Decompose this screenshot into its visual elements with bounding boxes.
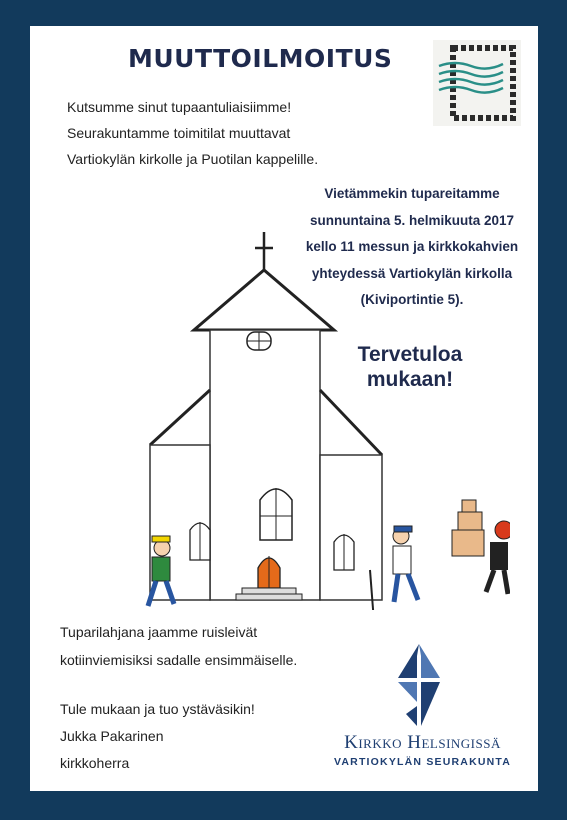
- welcome-line: mukaan!: [366, 368, 454, 391]
- closing-text: [60, 696, 255, 777]
- org-name: Kirkko Helsingissä: [344, 732, 501, 753]
- event-line: kello 11 messun ja kirkkokahvien: [305, 239, 519, 254]
- gift-line: Tuparilahjana jaamme ruisleivät: [60, 624, 258, 640]
- cross-logo-icon: [396, 644, 442, 726]
- postage-stamp-icon: [433, 40, 521, 126]
- signature-name: Jukka Pakarinen: [60, 728, 164, 744]
- event-line: Vietämmekin tupareitamme: [324, 186, 500, 201]
- event-line: (Kiviportintie 5).: [360, 292, 464, 307]
- gift-line: kotiinviemisiksi sadalle ensimmäiselle.: [60, 652, 298, 668]
- intro-text: [67, 94, 318, 172]
- poster-title: MUUTTOILMOITUS: [128, 44, 393, 73]
- welcome-line: Tervetuloa: [357, 343, 463, 366]
- event-line: yhteydessä Vartiokylän kirkolla: [311, 265, 513, 281]
- closing-line: Tule mukaan ja tuo ystäväsikin!: [60, 701, 255, 717]
- intro-line: Seurakuntamme toimitilat muuttavat: [67, 125, 291, 141]
- intro-line: Kutsumme sinut tupaantuliaisiimme!: [67, 99, 292, 115]
- poster-card: [30, 26, 538, 791]
- signature-title: kirkkoherra: [60, 755, 130, 771]
- org-unit: VARTIOKYLÄN SEURAKUNTA: [333, 756, 512, 768]
- event-line: sunnuntaina 5. helmikuuta 2017: [309, 212, 515, 228]
- gift-text: [60, 618, 297, 674]
- church-illustration: [100, 230, 510, 610]
- intro-line: Vartiokylän kirkolle ja Puotilan kappelille.: [67, 151, 319, 167]
